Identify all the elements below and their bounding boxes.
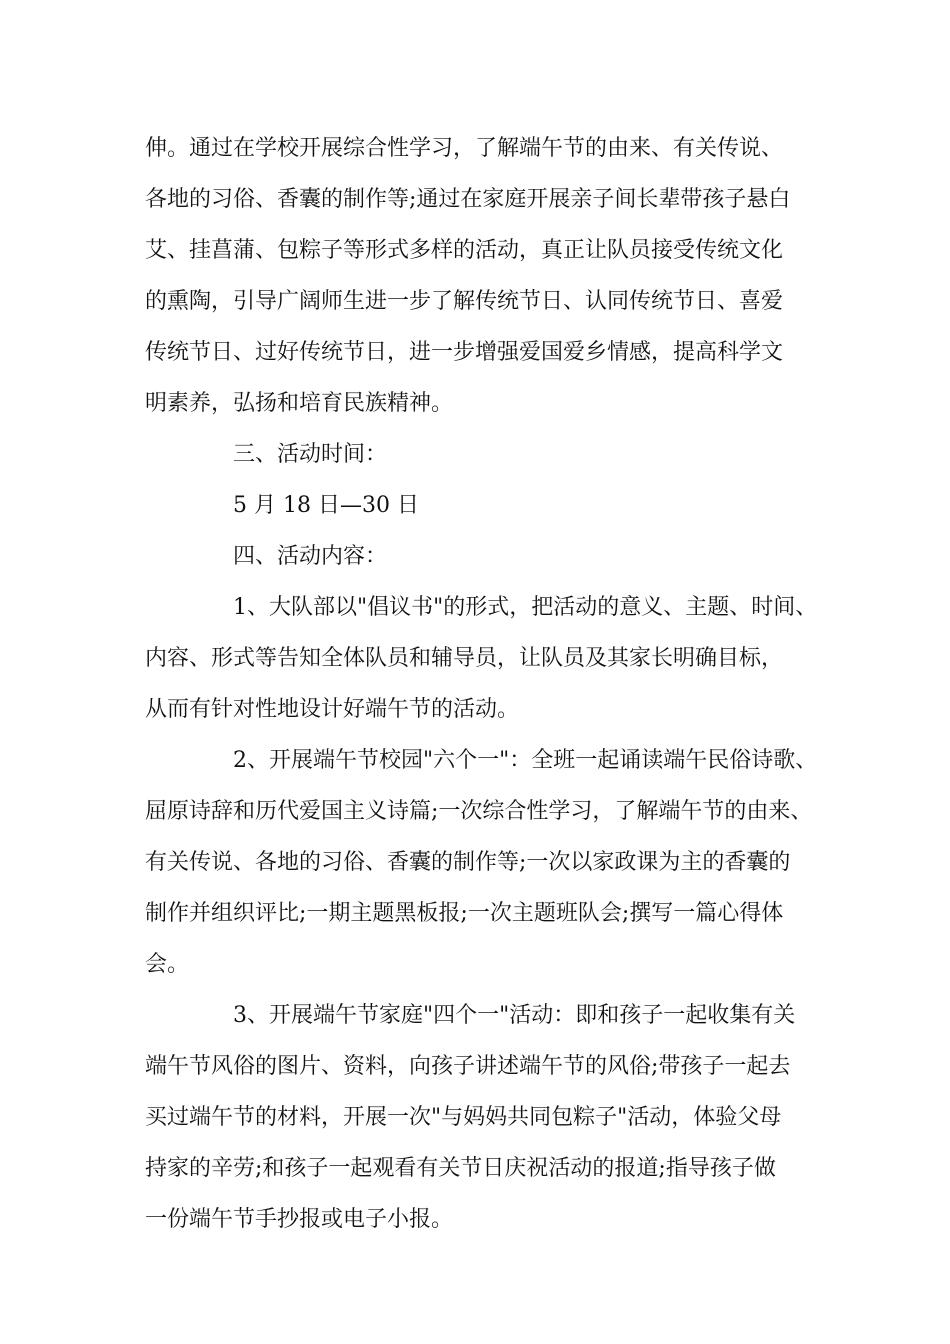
text-line: 各地的习俗、香囊的制作等;通过在家庭开展亲子间长辈带孩子悬白 [145, 187, 791, 212]
text-line: 艾、挂菖蒲、包粽子等形式多样的活动，真正让队员接受传统文化 [145, 238, 784, 263]
text-line: 会。 [145, 952, 190, 977]
text-line: 1、大队部以"倡议书"的形式，把活动的意义、主题、时间、 [233, 595, 818, 620]
text-line: 端午节风俗的图片、资料，向孩子讲述端午节的风俗;带孩子一起去 [145, 1054, 791, 1079]
text-line: 传统节日、过好传统节日，进一步增强爱国爱乡情感，提高科学文 [145, 340, 784, 365]
text-line: 伸。通过在学校开展综合性学习，了解端午节的由来、有关传说、 [145, 136, 784, 161]
activity-dates: 5 月 18 日—30 日 [233, 493, 419, 518]
text-line: 有关传说、各地的习俗、香囊的制作等;一次以家政课为主的香囊的 [145, 850, 791, 875]
text-line: 制作并组织评比;一期主题黑板报;一次主题班队会;撰写一篇心得体 [145, 901, 784, 926]
text-line: 2、开展端午节校园"六个一"：全班一起诵读端午民俗诗歌、 [233, 748, 818, 773]
text-line: 买过端午节的材料，开展一次"与妈妈共同包粽子"活动，体验父母 [145, 1105, 782, 1130]
document-body [145, 123, 818, 1245]
text-line: 3、开展端午节家庭"四个一"活动：即和孩子一起收集有关 [233, 1003, 796, 1028]
text-line: 屈原诗辞和历代爱国主义诗篇;一次综合性学习，了解端午节的由来、 [145, 799, 813, 824]
text-line: 的熏陶，引导广阔师生进一步了解传统节日、认同传统节日、喜爱 [145, 289, 784, 314]
text-line: 一份端午节手抄报或电子小报。 [145, 1207, 454, 1232]
text-line: 持家的辛劳;和孩子一起观看有关节日庆祝活动的报道;指导孩子做 [145, 1156, 776, 1181]
section-heading-time: 三、活动时间： [233, 442, 388, 467]
text-line: 从而有针对性地设计好端午节的活动。 [145, 697, 520, 722]
text-line: 内容、形式等告知全体队员和辅导员，让队员及其家长明确目标， [145, 646, 784, 671]
text-line: 明素养，弘扬和培育民族精神。 [145, 391, 454, 416]
section-heading-content: 四、活动内容： [233, 544, 388, 569]
